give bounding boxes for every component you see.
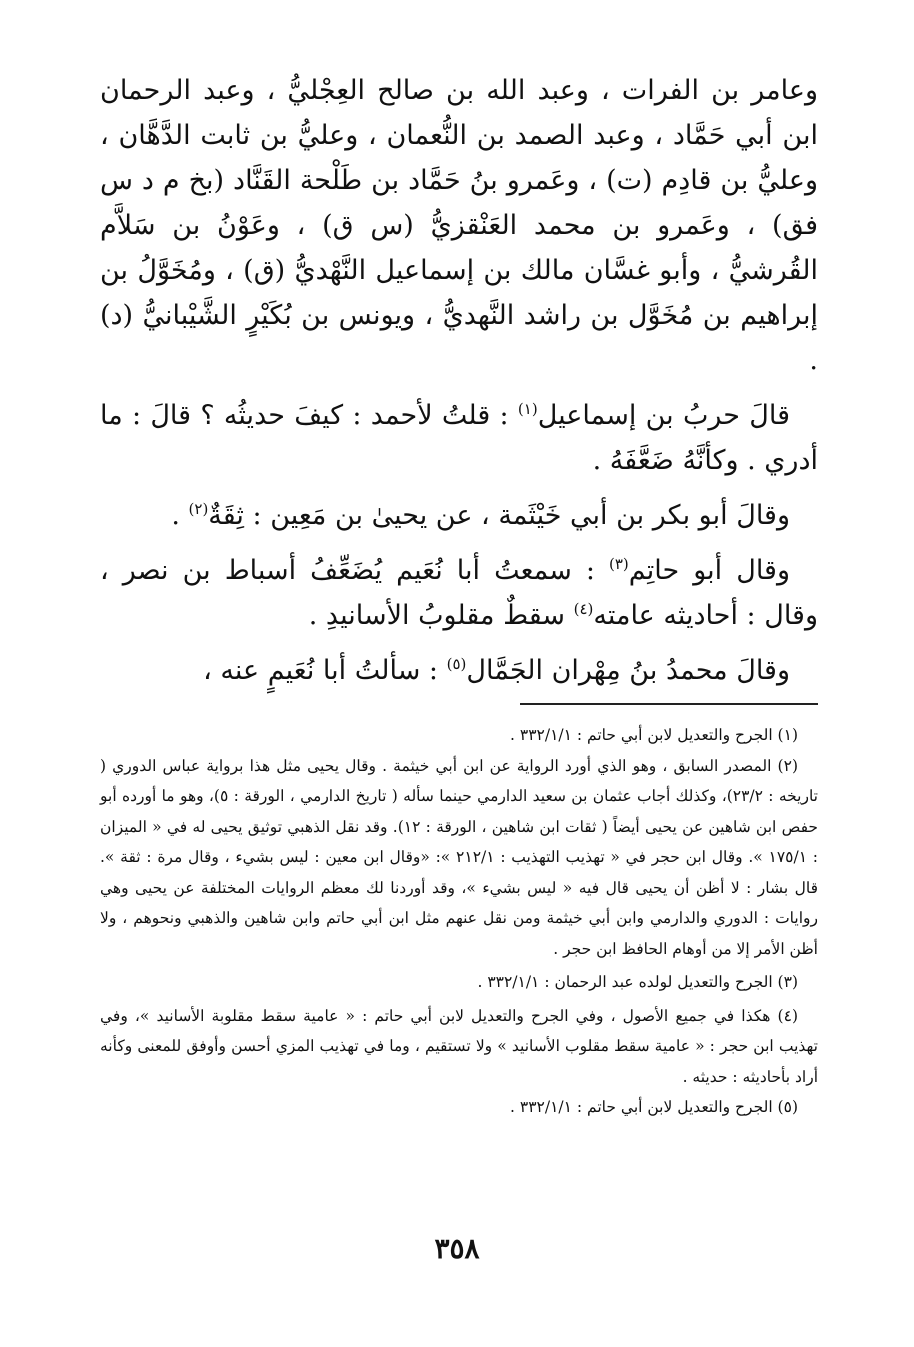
footnote-1: (١) الجرح والتعديل لابن أبي حاتم : ٣٣٢/١/١ . <box>510 726 798 744</box>
paragraph-text: وقالَ أبو بكر بن أبي خَيْثَمة ، عن يحيىٰ بن مَعِين : ثِقَةٌ <box>208 500 790 531</box>
paragraph-text: : قلتُ لأحمد : كيفَ حديثُه ؟ قالَ : ما أدري . وكأنَّهُ ضَعَّفَهُ . <box>100 400 818 476</box>
paragraph-text: . <box>171 500 189 531</box>
footnote-divider <box>520 703 818 705</box>
footnote-marker-3: (٣) <box>609 555 629 573</box>
paragraph-text: وقال أبو حاتِم <box>628 555 790 586</box>
paragraph-narrators-list: وعامر بن الفرات ، وعبد الله بن صالح العِجْليُّ ، وعبد الرحمان ابن أبي حَمَّاد ، وعبد الصمد بن النُّعمان ، وعليُّ بن ثابت الدَّهَّان ، وعليُّ بن قادِم (ت) ، وعَمرو بنُ حَمَّاد بن طَلْحة القَنَّاد (بخ م د س فق) ، وعَمرو بن محمد العَنْقزيُّ (س ق) ، وعَوْنُ بن سَلاَّم القُرشيُّ ، وأبو غسَّان مالك بن إسماعيل النَّهْديُّ (ق) ، ومُخَوَّلُ بن إبراهيم بن مُخَوَّل بن راشد النَّهديُّ ، ويونس بن بُكَيْرٍ الشَّيْبانيُّ (د) . <box>100 75 818 376</box>
footnote-marker-1: (١) <box>517 400 538 418</box>
footnotes <box>100 720 818 1123</box>
paragraph-text: وقالَ محمدُ بنُ مِهْران الجَمَّال <box>466 655 790 686</box>
page-number: ٣٥٨ <box>434 1232 480 1265</box>
paragraph-harb-quote <box>100 393 818 483</box>
footnote-marker-2: (٢) <box>188 500 209 518</box>
footnote-4: (٤) هكذا في جميع الأصول ، وفي الجرح والتعديل لابن أبي حاتم : « عامية سقط مقلوبة الأسانيد »، وفي تهذيب ابن حجر : « عامية سقط مقلوب الأسانيد » ولا تستقيم ، وما في تهذيب المزي أحسن وأوفق للمعنى وكأنه أراد بأحاديثه : حديثه . <box>100 1006 818 1086</box>
paragraph-text: سقطٌ مقلوبُ الأسانيدِ . <box>308 600 574 631</box>
paragraph-abu-hatim-quote <box>100 548 818 638</box>
footnote-3: (٣) الجرح والتعديل لولده عبد الرحمان : ٣٣٢/١/١ . <box>477 973 798 991</box>
paragraph-text: : سمعتُ أبا نُعَيم يُضَعِّفُ أسباط بن نصر ، وقال : أحاديثه عامته <box>100 555 818 631</box>
paragraph-mihran-quote <box>100 648 818 693</box>
paragraph-text: : سألتُ أبا نُعَيمٍ عنه ، <box>203 655 447 686</box>
footnote-2: (٢) المصدر السابق ، وهو الذي أورد الرواية عن ابن أبي خيثمة . وقال يحيى مثل هذا برواية عباس الدوري ( تاريخه : ٢٣/٢)، وكذلك أجاب عثمان بن سعيد الدارمي حينما سأله ( تاريخ الدارمي ، الورقة : ٥)، وهو ما أورده أبو حفص ابن شاهين عن يحيى أيضاً ( ثقات ابن شاهين ، الورقة : ١٢). وقد نقل الذهبي توثيق يحيى له في « الميزان : ١٧٥/١ ». وقال ابن حجر في « تهذيب التهذيب : ٢١٢/١ »: «وقال ابن معين : ليس بشيء ، وقال مرة : ثقة ». قال بشار : لا أظن أن يحيى قال فيه « ليس بشيء »، وقد أوردنا لك معظم الروايات المختلفة عن يحيى وهي روايات : الدوري والدارمي وابن أبي خيثمة ومن نقل عنهم مثل ابن أبي حاتم وابن شاهين والذهبي ونحوهم ، ولا أظن الأمر إلا من أوهام الحافظ ابن حجر . <box>100 756 818 958</box>
paragraph-text: قالَ حربُ بن إسماعيل <box>537 400 790 431</box>
paragraph-ibn-abi-khaythama-quote <box>100 493 818 538</box>
main-text <box>100 68 818 693</box>
footnote-marker-5: (٥) <box>446 655 467 673</box>
footnote-5: (٥) الجرح والتعديل لابن أبي حاتم : ٣٣٢/١/١ . <box>510 1098 798 1116</box>
footnote-marker-4: (٤) <box>573 600 594 618</box>
